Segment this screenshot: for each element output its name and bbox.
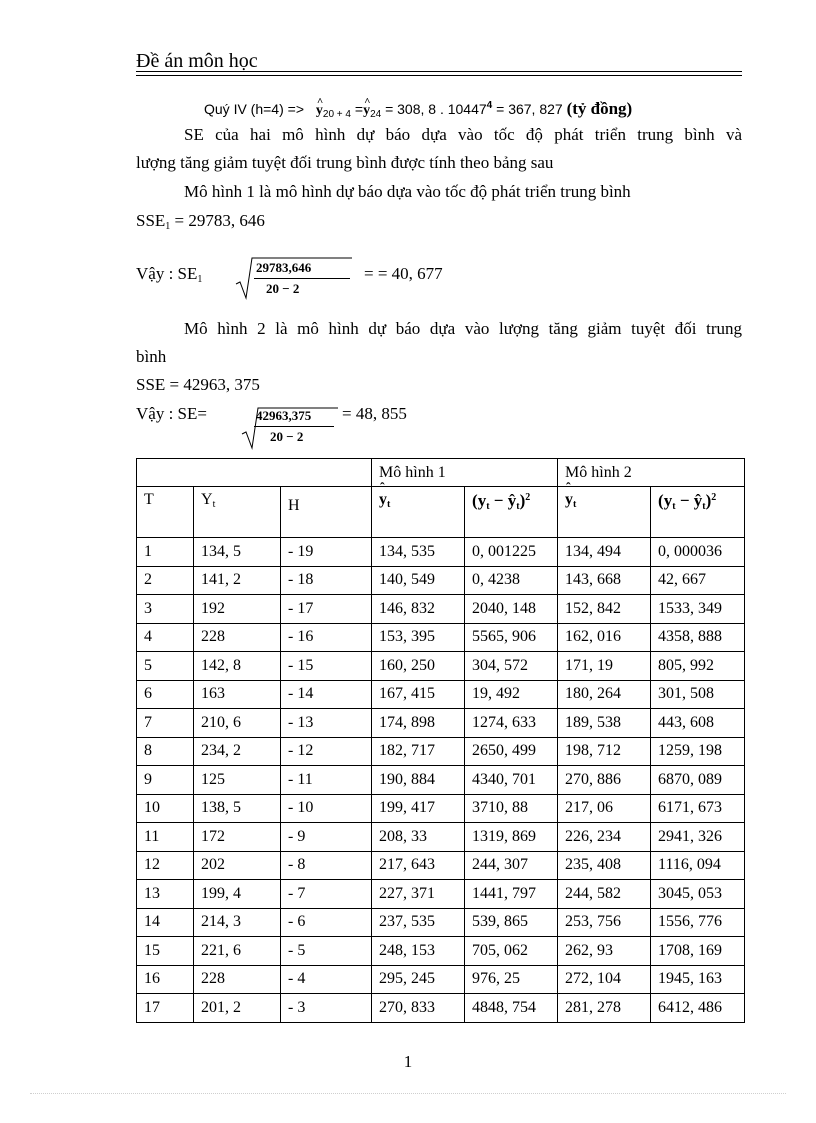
se1-prefix: Vậy : SE (136, 264, 198, 283)
cell-yhat-m1: 190, 884 (372, 766, 465, 795)
cell-sq-m1: 0, 4238 (465, 566, 558, 595)
sq-sub-1: t (486, 501, 490, 512)
cell-yhat-m2: 189, 538 (558, 709, 651, 738)
col-header-sq-m1 (465, 487, 558, 538)
cell-yhat-m1: 174, 898 (372, 709, 465, 738)
cell-yhat-m1: 134, 535 (372, 538, 465, 567)
cell-h: - 18 (281, 566, 372, 595)
se2-fraction-bar (254, 426, 334, 427)
sse1-line (136, 210, 742, 238)
cell-yhat-m2: 152, 842 (558, 595, 651, 624)
yhat-symbol: ˆ y (379, 491, 387, 509)
table-row (137, 908, 745, 937)
cell-yhat-m1: 160, 250 (372, 652, 465, 681)
col-header-h: H (281, 487, 372, 538)
cell-sq-m1: 19, 492 (465, 680, 558, 709)
cell-sq-m1: 1274, 633 (465, 709, 558, 738)
se1-denominator: 20 − 2 (266, 281, 300, 296)
cell-yhat-m2: 198, 712 (558, 737, 651, 766)
cell-t: 3 (137, 595, 194, 624)
cell-y: 141, 2 (194, 566, 281, 595)
cell-sq-m2: 6870, 089 (651, 766, 745, 795)
cell-y: 228 (194, 965, 281, 994)
header-rule-thin (136, 75, 742, 76)
sse1-subscript: 1 (165, 221, 171, 232)
cell-yhat-m1: 153, 395 (372, 623, 465, 652)
cell-t: 7 (137, 709, 194, 738)
cell-sq-m1: 1319, 869 (465, 823, 558, 852)
cell-y: 201, 2 (194, 994, 281, 1023)
cell-yhat-m2: 262, 93 (558, 937, 651, 966)
table-row (137, 595, 745, 624)
col-header-y-label: Y (201, 491, 213, 508)
sq-sub-1: t (672, 501, 676, 512)
se1-subscript: 1 (197, 274, 203, 285)
cell-yhat-m2: 253, 756 (558, 908, 651, 937)
paragraph-model2-1: Mô hình 2 là mô hình dự báo dựa vào lượng tăng giảm tuyệt đối trung (184, 319, 742, 338)
y-hat-symbol-2: ^ y (363, 100, 370, 122)
cell-yhat-m1: 295, 245 (372, 965, 465, 994)
se2-prefix: Vậy : SE= (136, 404, 207, 423)
cell-t: 11 (137, 823, 194, 852)
cell-yhat-m1: 167, 415 (372, 680, 465, 709)
sq-mid: − ŷ (489, 491, 517, 510)
cell-sq-m1: 2650, 499 (465, 737, 558, 766)
cell-sq-m2: 301, 508 (651, 680, 745, 709)
col-header-yhat-m1 (372, 487, 465, 538)
se1-fraction-bar (254, 278, 350, 279)
cell-sq-m2: 6412, 486 (651, 994, 745, 1023)
sq-sub-2: t (516, 501, 520, 512)
cell-t: 6 (137, 680, 194, 709)
cell-yhat-m2: 162, 016 (558, 623, 651, 652)
se2-result: = 48, 855 (342, 404, 407, 423)
sq-open: (y (658, 491, 673, 510)
cell-yhat-m1: 140, 549 (372, 566, 465, 595)
yhat-sub: t (387, 499, 391, 510)
cell-sq-m2: 805, 992 (651, 652, 745, 681)
sse1-label: SSE (136, 211, 166, 230)
cell-t: 13 (137, 880, 194, 909)
sq-close: ) (705, 491, 712, 510)
cell-y: 125 (194, 766, 281, 795)
page-header (136, 50, 742, 76)
table-column-header-row (137, 487, 745, 538)
cell-sq-m1: 304, 572 (465, 652, 558, 681)
cell-yhat-m1: 146, 832 (372, 595, 465, 624)
table-header-model2: Mô hình 2 (558, 459, 745, 487)
table-row (137, 937, 745, 966)
forecast-result: = 367, 827 (496, 101, 563, 117)
cell-sq-m2: 0, 000036 (651, 538, 745, 567)
cell-yhat-m2: 171, 19 (558, 652, 651, 681)
sq-exp: 2 (711, 492, 717, 503)
cell-t: 2 (137, 566, 194, 595)
cell-y: 234, 2 (194, 737, 281, 766)
cell-sq-m1: 705, 062 (465, 937, 558, 966)
cell-yhat-m2: 281, 278 (558, 994, 651, 1023)
forecast-formula (204, 95, 744, 126)
cell-t: 16 (137, 965, 194, 994)
cell-yhat-m2: 143, 668 (558, 566, 651, 595)
cell-t: 14 (137, 908, 194, 937)
cell-y: 134, 5 (194, 538, 281, 567)
cell-y: 202 (194, 851, 281, 880)
cell-y: 228 (194, 623, 281, 652)
table-header-model1: Mô hình 1 (372, 459, 558, 487)
cell-h: - 5 (281, 937, 372, 966)
cell-t: 15 (137, 937, 194, 966)
cell-sq-m2: 1533, 349 (651, 595, 745, 624)
table-group-header-row (137, 459, 745, 487)
cell-sq-m1: 2040, 148 (465, 595, 558, 624)
cell-y: 172 (194, 823, 281, 852)
cell-yhat-m1: 227, 371 (372, 880, 465, 909)
cell-sq-m1: 539, 865 (465, 908, 558, 937)
col-header-t: T (137, 487, 194, 538)
table-row (137, 566, 745, 595)
cell-y: 138, 5 (194, 794, 281, 823)
cell-yhat-m2: 180, 264 (558, 680, 651, 709)
forecast-subscript-1: 20 + 4 (322, 109, 351, 120)
table-row (137, 823, 745, 852)
table-row (137, 652, 745, 681)
footer-rule (30, 1093, 786, 1094)
cell-sq-m1: 4340, 701 (465, 766, 558, 795)
paragraph-model2-2: bình (136, 347, 167, 366)
cell-sq-m2: 4358, 888 (651, 623, 745, 652)
cell-h: - 12 (281, 737, 372, 766)
cell-t: 1 (137, 538, 194, 567)
table-header-empty (137, 459, 372, 487)
cell-sq-m1: 4848, 754 (465, 994, 558, 1023)
col-header-y (194, 487, 281, 538)
cell-h: - 15 (281, 652, 372, 681)
cell-t: 9 (137, 766, 194, 795)
table-row (137, 680, 745, 709)
sq-sub-2: t (702, 501, 706, 512)
sq-close: ) (519, 491, 526, 510)
cell-yhat-m2: 226, 234 (558, 823, 651, 852)
se2-sqrt-fraction (240, 404, 340, 450)
forecast-exponent: 4 (486, 100, 493, 111)
cell-h: - 13 (281, 709, 372, 738)
cell-h: - 19 (281, 538, 372, 567)
sq-open: (y (472, 491, 487, 510)
sq-exp: 2 (525, 492, 531, 503)
se1-result: = = 40, 677 (364, 264, 443, 283)
cell-sq-m2: 1116, 094 (651, 851, 745, 880)
cell-sq-m2: 1259, 198 (651, 737, 745, 766)
cell-t: 5 (137, 652, 194, 681)
col-header-yhat-m2 (558, 487, 651, 538)
yhat-sub: t (573, 499, 577, 510)
cell-h: - 7 (281, 880, 372, 909)
cell-t: 8 (137, 737, 194, 766)
table-row (137, 709, 745, 738)
table-row (137, 994, 745, 1023)
cell-yhat-m2: 244, 582 (558, 880, 651, 909)
table-row (137, 794, 745, 823)
cell-sq-m1: 0, 001225 (465, 538, 558, 567)
cell-yhat-m1: 208, 33 (372, 823, 465, 852)
cell-sq-m1: 5565, 906 (465, 623, 558, 652)
table-row (137, 623, 745, 652)
cell-h: - 9 (281, 823, 372, 852)
sq-mid: − ŷ (675, 491, 703, 510)
paragraph-model1: Mô hình 1 là mô hình dự báo dựa vào tốc độ phát triển trung bình (184, 182, 631, 201)
cell-h: - 3 (281, 994, 372, 1023)
sse1-value: = 29783, 646 (174, 211, 265, 230)
cell-h: - 17 (281, 595, 372, 624)
cell-y: 214, 3 (194, 908, 281, 937)
cell-sq-m1: 976, 25 (465, 965, 558, 994)
cell-h: - 16 (281, 623, 372, 652)
forecast-table (136, 458, 745, 1023)
cell-sq-m2: 1556, 776 (651, 908, 745, 937)
cell-sq-m1: 1441, 797 (465, 880, 558, 909)
cell-yhat-m1: 237, 535 (372, 908, 465, 937)
cell-yhat-m1: 248, 153 (372, 937, 465, 966)
cell-yhat-m1: 182, 717 (372, 737, 465, 766)
cell-yhat-m1: 199, 417 (372, 794, 465, 823)
table-row (137, 965, 745, 994)
sse2-line: SSE = 42963, 375 (136, 375, 260, 394)
cell-sq-m2: 443, 608 (651, 709, 745, 738)
cell-h: - 4 (281, 965, 372, 994)
col-header-y-sub: t (212, 499, 216, 510)
paragraph-se-intro-2: lượng tăng giảm tuyệt đối trung bình được tính theo bảng sau (136, 153, 554, 172)
cell-sq-m2: 6171, 673 (651, 794, 745, 823)
cell-y: 199, 4 (194, 880, 281, 909)
table-row (137, 880, 745, 909)
table-row (137, 538, 745, 567)
cell-yhat-m2: 134, 494 (558, 538, 651, 567)
cell-h: - 10 (281, 794, 372, 823)
table-row (137, 766, 745, 795)
table-row (137, 851, 745, 880)
forecast-equals: = (354, 101, 364, 117)
cell-yhat-m2: 235, 408 (558, 851, 651, 880)
col-header-sq-m2 (651, 487, 745, 538)
forecast-label: Quý IV (h=4) => (204, 101, 304, 117)
cell-h: - 14 (281, 680, 372, 709)
cell-h: - 6 (281, 908, 372, 937)
cell-t: 10 (137, 794, 194, 823)
cell-sq-m2: 1945, 163 (651, 965, 745, 994)
cell-y: 163 (194, 680, 281, 709)
cell-h: - 11 (281, 766, 372, 795)
cell-sq-m2: 3045, 053 (651, 880, 745, 909)
cell-t: 12 (137, 851, 194, 880)
cell-sq-m1: 244, 307 (465, 851, 558, 880)
forecast-expression: = 308, 8 . 10447 (385, 101, 487, 117)
cell-y: 192 (194, 595, 281, 624)
se1-numerator: 29783,646 (256, 260, 312, 275)
cell-yhat-m2: 270, 886 (558, 766, 651, 795)
cell-yhat-m1: 270, 833 (372, 994, 465, 1023)
cell-y: 210, 6 (194, 709, 281, 738)
cell-yhat-m2: 217, 06 (558, 794, 651, 823)
cell-sq-m1: 3710, 88 (465, 794, 558, 823)
cell-t: 4 (137, 623, 194, 652)
cell-y: 142, 8 (194, 652, 281, 681)
cell-sq-m2: 2941, 326 (651, 823, 745, 852)
cell-t: 17 (137, 994, 194, 1023)
cell-y: 221, 6 (194, 937, 281, 966)
se1-sqrt-fraction (234, 254, 354, 300)
y-hat-symbol: ^ y (316, 100, 323, 122)
header-rule (136, 71, 742, 72)
cell-yhat-m2: 272, 104 (558, 965, 651, 994)
se2-denominator: 20 − 2 (270, 429, 304, 444)
forecast-unit: (tỷ đồng) (566, 99, 633, 118)
cell-sq-m2: 42, 667 (651, 566, 745, 595)
forecast-subscript-2: 24 (370, 109, 382, 120)
cell-sq-m2: 1708, 169 (651, 937, 745, 966)
header-title: Đề án môn học (136, 50, 258, 72)
paragraph-se-intro-1: SE của hai mô hình dự báo dựa vào tốc độ phát triển trung bình và (184, 125, 742, 144)
cell-yhat-m1: 217, 643 (372, 851, 465, 880)
se2-numerator: 42963,375 (256, 408, 312, 423)
cell-h: - 8 (281, 851, 372, 880)
page-number: 1 (403, 1052, 413, 1071)
table-row (137, 737, 745, 766)
yhat-symbol: ˆ y (565, 491, 573, 509)
